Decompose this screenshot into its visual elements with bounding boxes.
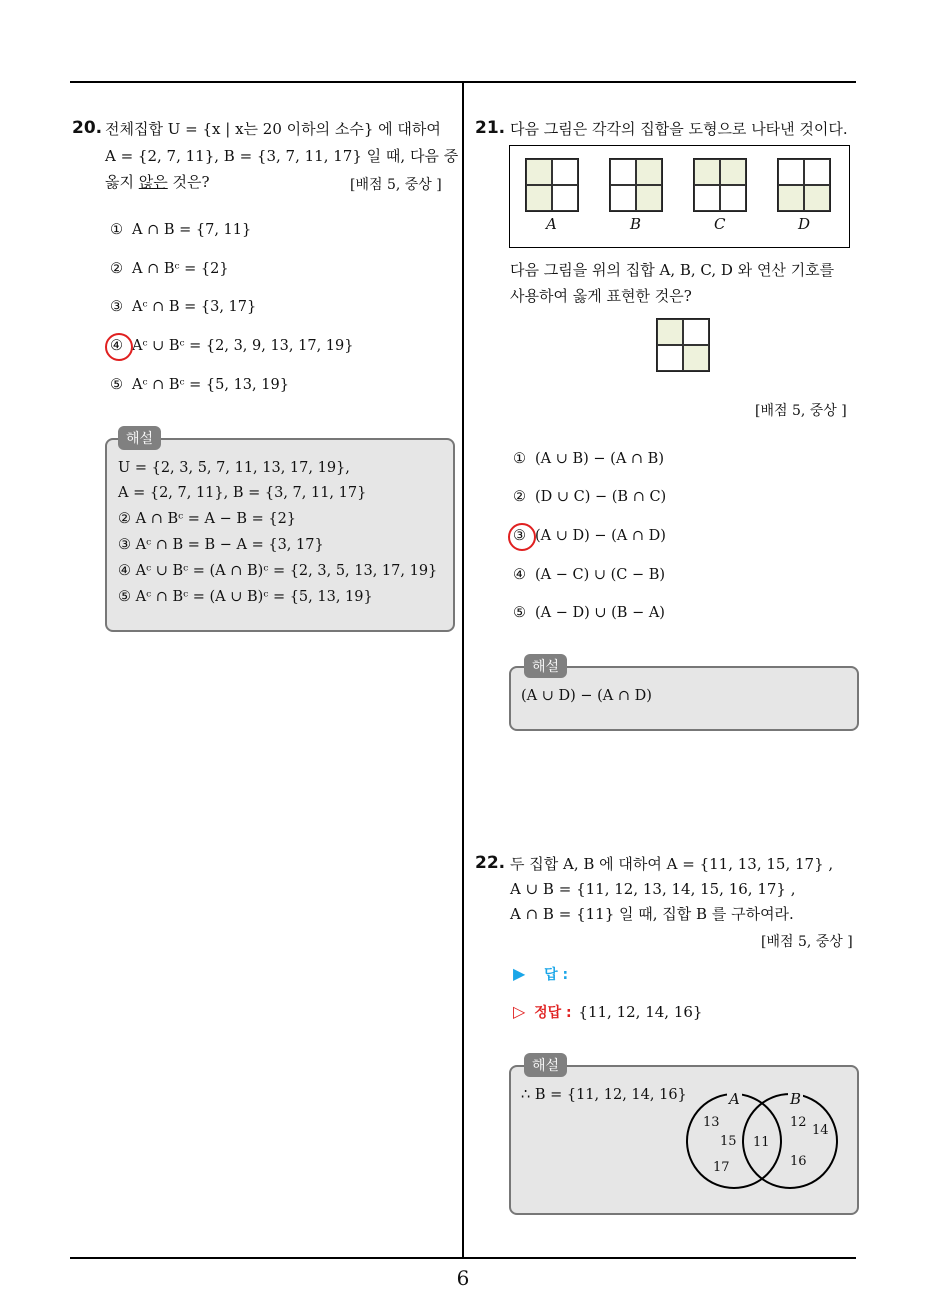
option-1[interactable]: ① A ∩ B = {7, 11} — [110, 222, 252, 238]
score-label: [배점 5, 중상 ] — [761, 934, 853, 950]
grid-label-d: D — [798, 215, 811, 233]
question-number: 21. — [475, 118, 506, 138]
explanation-line: ∴ B = {11, 12, 14, 16} — [521, 1087, 687, 1103]
option-3[interactable]: ③ Aᶜ ∩ B = {3, 17} — [110, 299, 257, 315]
venn-value: 12 — [790, 1115, 807, 1130]
option-5[interactable]: ⑤ Aᶜ ∩ Bᶜ = {5, 13, 19} — [110, 377, 289, 393]
question-number: 20. — [72, 118, 103, 138]
answer-arrow-icon: ▶ — [513, 964, 526, 983]
explanation-line: A = {2, 7, 11}, B = {3, 7, 11, 17} — [118, 485, 367, 501]
venn-value: 16 — [790, 1154, 807, 1169]
answer-circle-mark — [105, 333, 133, 361]
correct-answer-label: 정답 : — [534, 1005, 572, 1021]
grid-figure-c — [693, 158, 747, 212]
venn-label-a: A — [729, 1090, 740, 1108]
venn-value: 13 — [703, 1115, 720, 1130]
venn-value: 11 — [753, 1135, 770, 1150]
answer-row — [513, 962, 568, 987]
question-text-line2: A = {2, 7, 11}, B = {3, 7, 11, 17} 일 때, 다음 중 — [105, 147, 459, 165]
grid-figure-d — [777, 158, 831, 212]
answer-label: 답 : — [544, 967, 569, 983]
bottom-rule — [70, 1257, 856, 1259]
explanation-line: ④ Aᶜ ∪ Bᶜ = (A ∩ B)ᶜ = {2, 3, 5, 13, 17, 19} — [118, 563, 438, 579]
explanation-line: ③ Aᶜ ∩ B = B − A = {3, 17} — [118, 537, 324, 553]
question-text-line3: A ∩ B = {11} 일 때, 집합 B 를 구하여라. — [510, 905, 794, 923]
explanation-line: (A ∪ D) − (A ∩ D) — [521, 688, 652, 704]
score-label: [배점 5, 중상 ] — [350, 177, 442, 193]
question-text-line1: 두 집합 A, B 에 대하여 A = {11, 13, 15, 17} , — [510, 855, 834, 873]
option-2[interactable]: ② A ∩ Bᶜ = {2} — [110, 261, 229, 277]
explanation-tab: 해설 — [524, 1053, 567, 1077]
venn-label-b: B — [790, 1090, 802, 1108]
question-text-line1: 다음 그림은 각각의 집합을 도형으로 나타낸 것이다. — [510, 120, 848, 138]
venn-value: 15 — [720, 1134, 737, 1149]
page-number: 6 — [456, 1266, 470, 1290]
grid-figure-a — [525, 158, 579, 212]
explanation-line: ⑤ Aᶜ ∩ Bᶜ = (A ∪ B)ᶜ = {5, 13, 19} — [118, 589, 373, 605]
question-text-line1: 전체집합 U = {x | x는 20 이하의 소수} 에 대하여 — [105, 120, 441, 138]
correct-answer-value: {11, 12, 14, 16} — [578, 1003, 703, 1021]
question-text-line2: 다음 그림을 위의 집합 A, B, C, D 와 연산 기호를 — [510, 261, 835, 279]
option-4[interactable]: ④ Aᶜ ∪ Bᶜ = {2, 3, 9, 13, 17, 19} — [110, 338, 354, 354]
target-grid-figure — [656, 318, 710, 372]
grid-figure-b — [609, 158, 663, 212]
question-text-line2: A ∪ B = {11, 12, 13, 14, 15, 16, 17} , — [510, 880, 796, 898]
answer-circle-mark — [508, 523, 536, 551]
explanation-tab: 해설 — [524, 654, 567, 678]
option-3[interactable]: ③ (A ∪ D) − (A ∩ D) — [513, 528, 666, 544]
explanation-line: U = {2, 3, 5, 7, 11, 13, 17, 19}, — [118, 460, 350, 476]
correct-arrow-icon: ▷ — [513, 1002, 526, 1021]
venn-value: 17 — [713, 1160, 730, 1175]
score-label: [배점 5, 중상 ] — [755, 403, 847, 419]
grid-label-b: B — [630, 215, 642, 233]
venn-value: 14 — [812, 1123, 829, 1138]
grid-label-a: A — [546, 215, 557, 233]
question-text-line3: 옳지 않은 것은? — [105, 173, 210, 191]
option-4[interactable]: ④ (A − C) ∪ (C − B) — [513, 567, 666, 583]
correct-answer-row — [513, 1000, 702, 1025]
explanation-tab: 해설 — [118, 426, 161, 450]
grid-label-c: C — [714, 215, 726, 233]
option-5[interactable]: ⑤ (A − D) ∪ (B − A) — [513, 605, 665, 621]
question-text-line3: 사용하여 옳게 표현한 것은? — [510, 287, 692, 305]
question-number: 22. — [475, 853, 506, 873]
option-2[interactable]: ② (D ∪ C) − (B ∩ C) — [513, 489, 667, 505]
underlined-word: 않은 — [138, 173, 168, 191]
explanation-line: ② A ∩ Bᶜ = A − B = {2} — [118, 511, 297, 527]
option-1[interactable]: ① (A ∪ B) − (A ∩ B) — [513, 451, 664, 467]
column-divider — [462, 82, 464, 1258]
